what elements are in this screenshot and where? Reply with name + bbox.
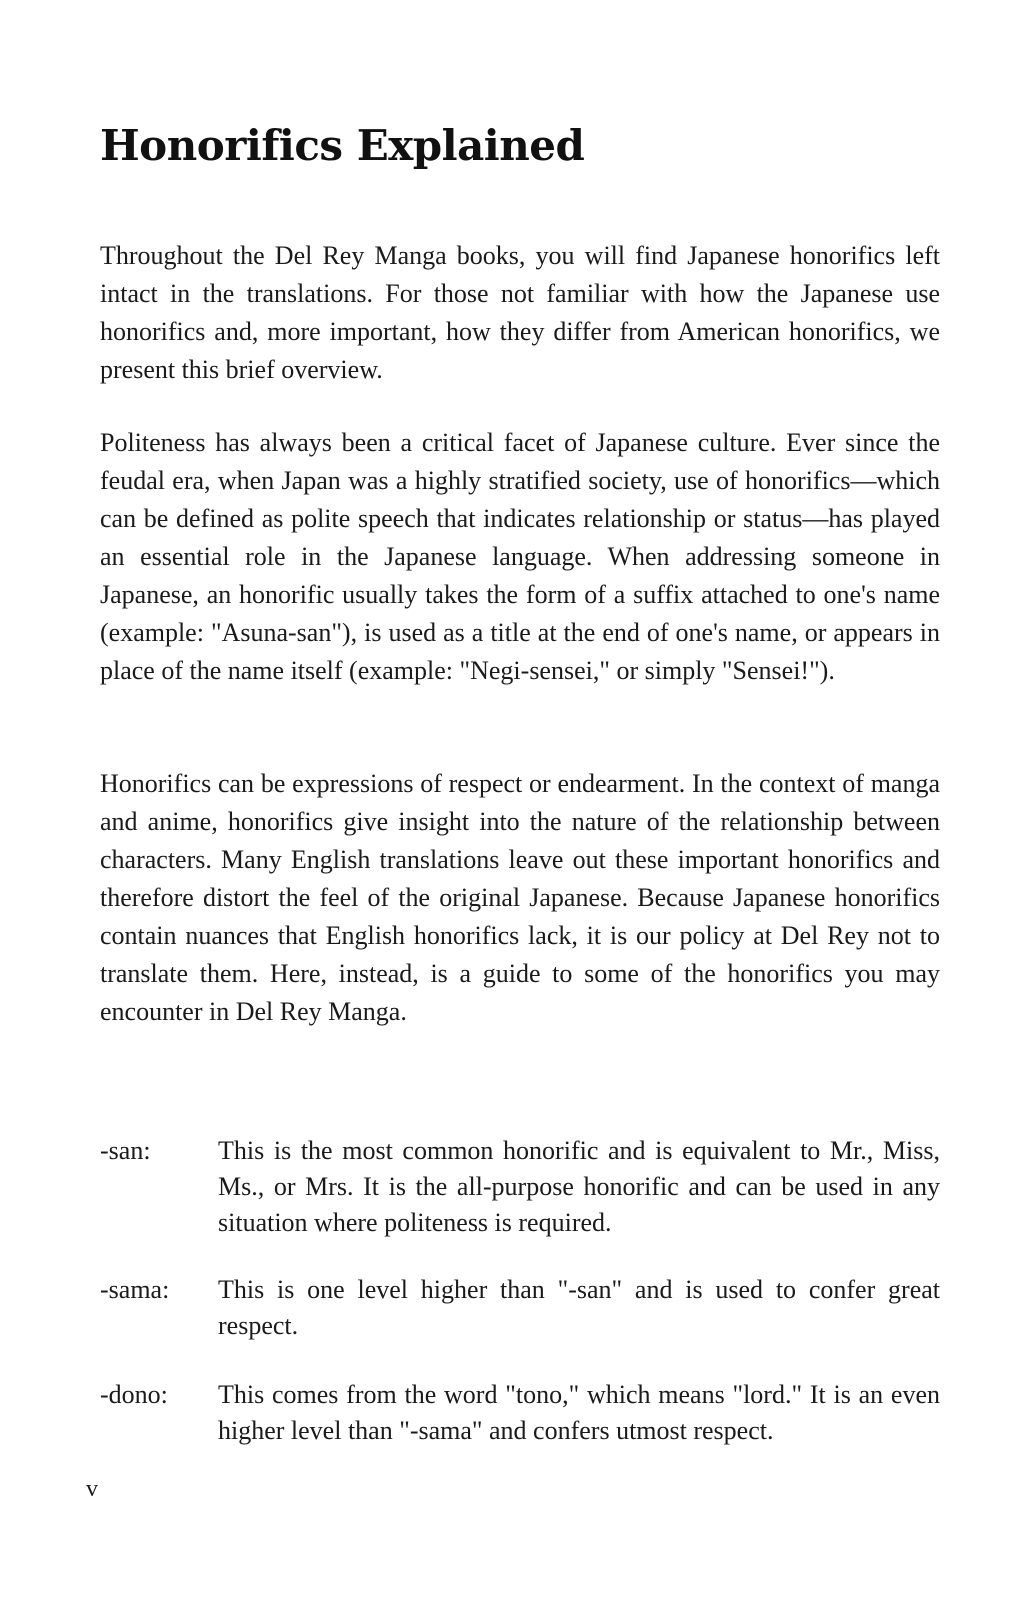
intro-paragraph: Throughout the Del Rey Manga books, you will find Japanese honorifics left intact in the translations. For those not familiar with how the Japanese use honorifics and, more important, how they differ from American honorifics, we present this brief overview. — [100, 241, 940, 384]
page-title: Honorifics Explained — [100, 121, 585, 170]
politeness-paragraph: Politeness has always been a critical facet of Japanese culture. Ever since the feudal era, when Japan was a highly stratified society, use of honorifics—which can be defined as polite speech that indicates relationship or status—has played an essential role in the Japanese language. When addressing someone in Japanese, an honorific usually takes the form of a suffix attached to one's name (example: "Asuna-san"), is used as a title at the end of one's name, or appears in place of the name itself (example: "Negi-sensei," or simply "Sensei!"). — [100, 428, 940, 685]
glossary-term: -sama: — [100, 1275, 170, 1304]
glossary-definition: This is one level higher than "-san" and is used to confer great respect. — [218, 1275, 940, 1340]
glossary-definition: This comes from the word "tono," which means "lord." It is an even higher level than "-sama" and confers utmost respect. — [218, 1380, 940, 1445]
honorifics-context-paragraph: Honorifics can be expressions of respect or endearment. In the context of manga and anime, honorifics give insight into the nature of the relationship between characters. Many English translations leave out these important honorifics and therefore distort the feel of the original Japanese. Because Japanese honorifics contain nuances that English honorifics lack, it is our policy at Del Rey not to translate them. Here, instead, is a guide to some of the honorifics you may encounter in Del Rey Manga. — [100, 769, 940, 1026]
glossary-term: -dono: — [100, 1380, 168, 1409]
page-number: v — [86, 1476, 98, 1502]
glossary-term: -san: — [100, 1136, 151, 1165]
glossary-definition: This is the most common honorific and is equivalent to Mr., Miss, Ms., or Mrs. It is the all-purpose honorific and can be used in any situation where politeness is required. — [218, 1136, 940, 1237]
